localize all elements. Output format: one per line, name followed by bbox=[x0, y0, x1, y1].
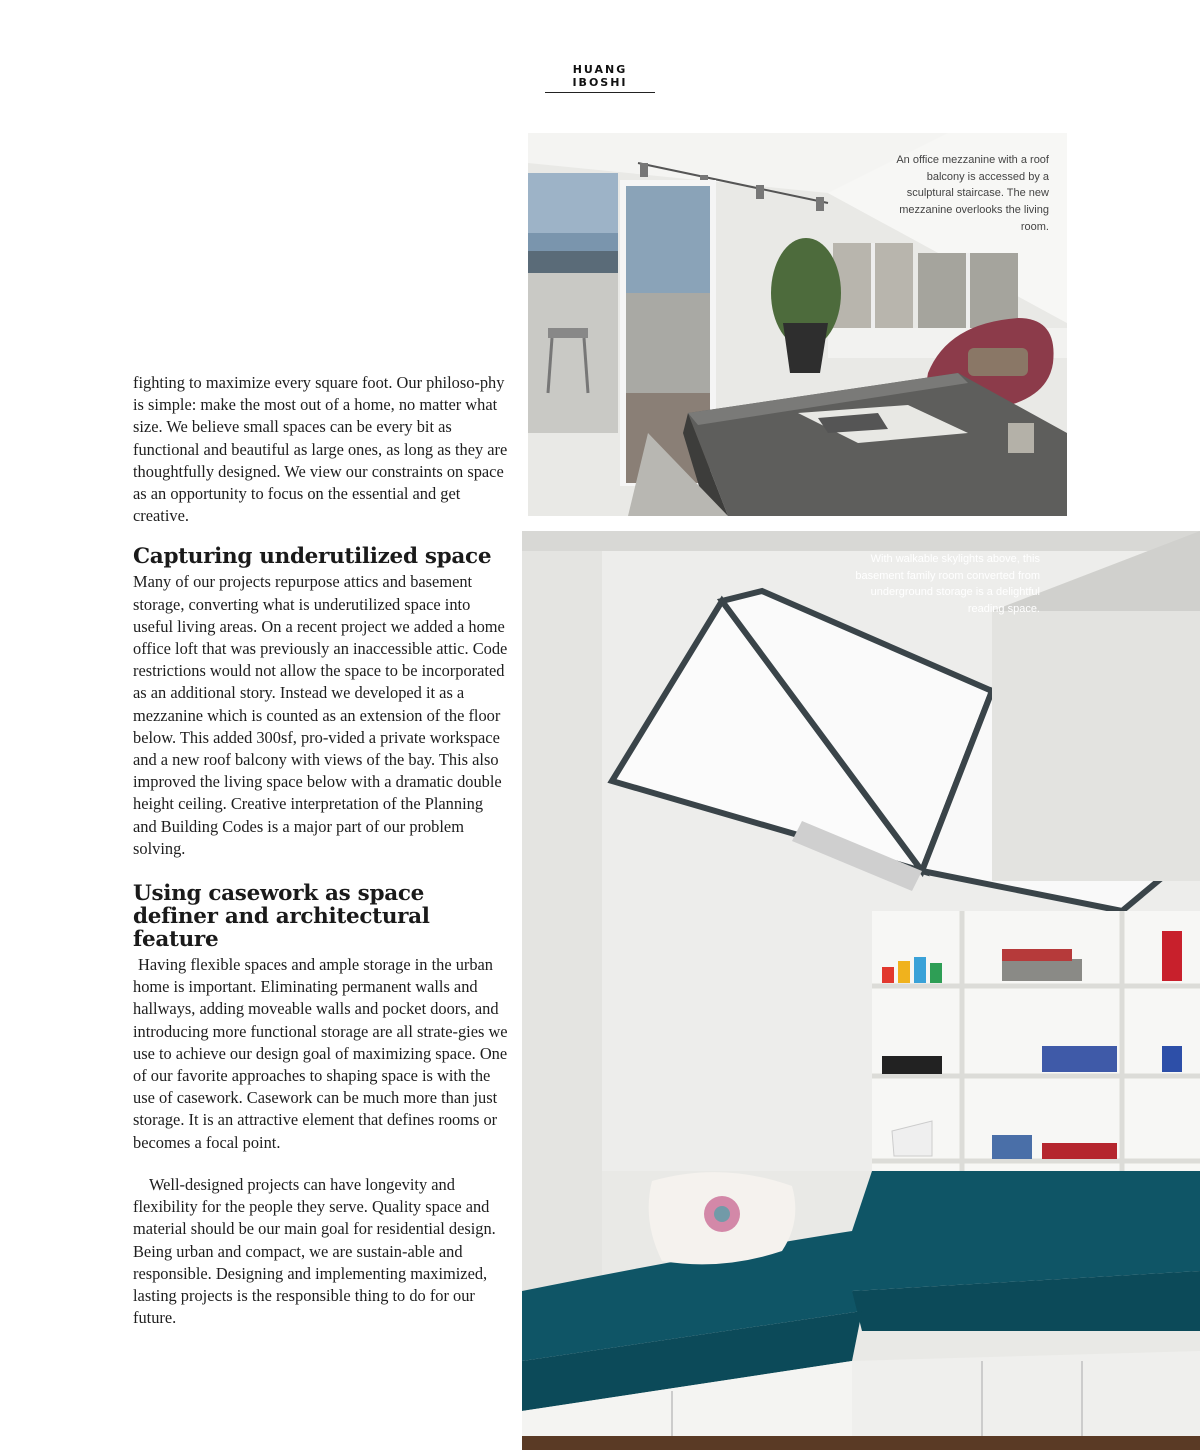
section-heading-underutilized-space: Capturing underutilized space bbox=[133, 544, 492, 570]
basement-photo-caption: With walkable skylights above, this basement family room converted from underground storage is a delightful reading space. bbox=[855, 553, 1040, 616]
office-photo-caption: An office mezzanine with a roof balcony is accessed by a sculptural staircase. The new mezzanine overlooks the living room. bbox=[896, 154, 1049, 233]
basement-family-room-illustration bbox=[522, 531, 1200, 1450]
section-body-casework: Having flexible spaces and ample storage in the urban home is important. Eliminating permanent walls and hallways, adding moveable walls and pocket doors, and introducing more functional storage are all strate-gies we use to achieve our design goal of maximizing space. One of our favorite approaches to shaping space is with the use of casework. Casework can be much more than just storage. It is an attractive element that defines rooms or becomes a focal point. bbox=[133, 955, 508, 1152]
intro-paragraph: fighting to maximize every square foot. Our philoso-phy is simple: make the most out of a home, no matter what size. We believe small spaces can be every bit as functional and beautiful as large ones, as long as they are thoughtfully designed. We view our constraints on space as an opportunity to focus on the essential and get creative. bbox=[133, 373, 508, 526]
closing-paragraph: Well-designed projects can have longevity and flexibility for the people they serve. Quality space and material should be our main goal for residential design. Being urban and compact, we are sustain-able and responsible. Designing and implementing maximized, lasting projects is the responsible thing to do for our future. bbox=[133, 1174, 496, 1328]
section-heading-casework: Using casework as space definer and architectural feature bbox=[133, 881, 430, 953]
article-column bbox=[133, 372, 508, 1329]
section-body-underutilized-space: Many of our projects repurpose attics and basement storage, converting what is underutilized space into useful living areas. On a recent project we added a home office loft that was previously an inaccessible attic. Code restrictions would not allow the space to be incorporated as an additional story. Instead we developed it as a mezzanine which is counted as an extension of the floor below. This added 300sf, pro-vided a private workspace and a new roof balcony with views of the bay. This also improved the living space below with a dramatic double height ceiling. Creative interpretation of the Planning and Building Codes is a major part of our problem solving. bbox=[133, 572, 508, 858]
running-head: HUANG IBOSHI bbox=[545, 63, 655, 93]
office-mezzanine-photo bbox=[528, 133, 1067, 516]
basement-family-room-photo bbox=[522, 531, 1200, 1450]
